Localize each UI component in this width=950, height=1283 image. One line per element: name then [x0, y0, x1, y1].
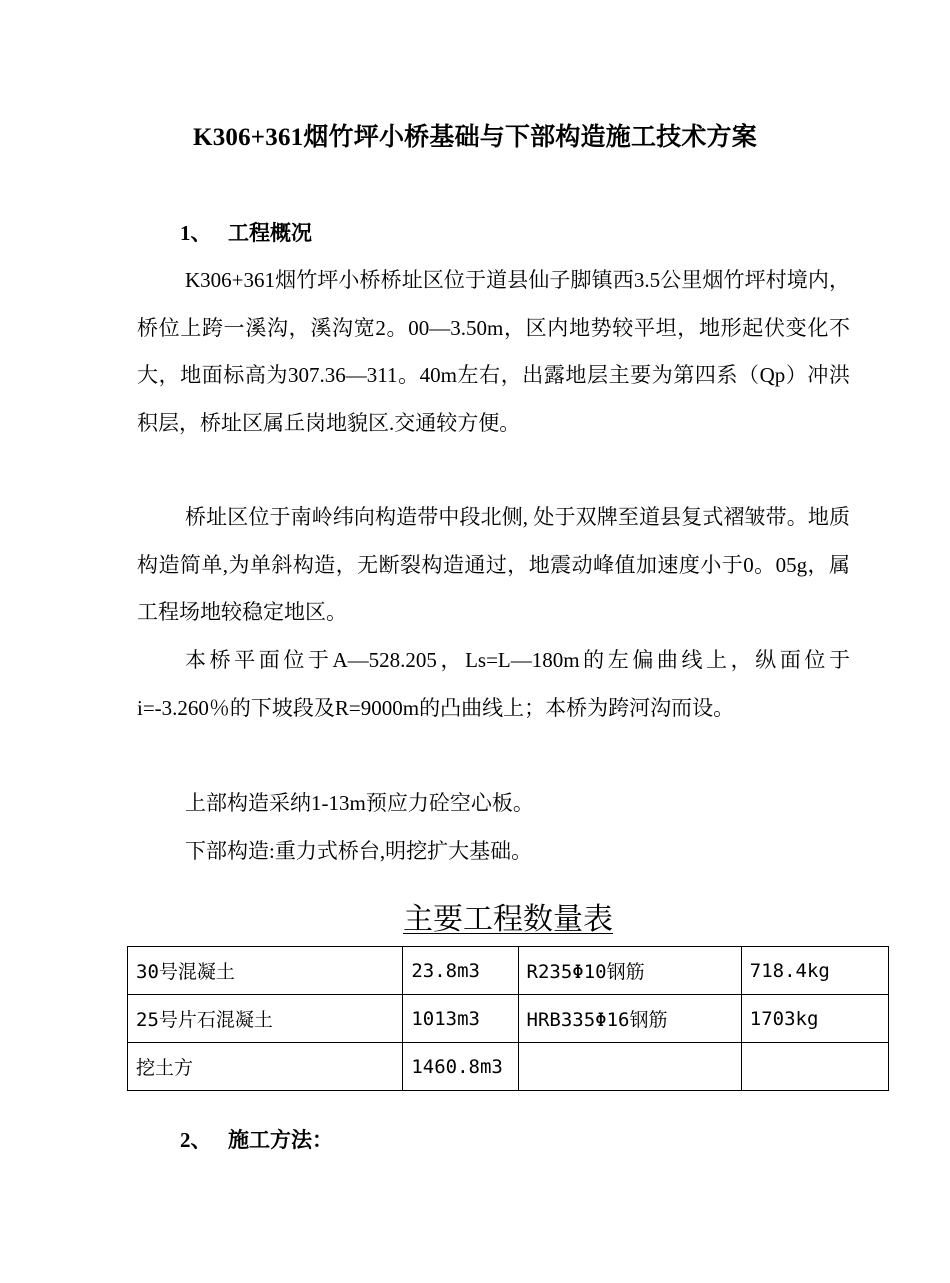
- document-title: K306+361烟竹坪小桥基础与下部构造施工技术方案: [193, 124, 757, 151]
- table-cell: R235Φ10钢筋: [518, 947, 741, 995]
- table-cell: 30号混凝土: [128, 947, 403, 995]
- paragraph-geology: 桥址区位于南岭纬向构造带中段北侧, 处于双牌至道县复式褶皱带。地质构造简单,为单斜构造，无断裂构造通过，地震动峰值加速度小于0。05g，属工程场地较稳定地区。: [137, 505, 850, 624]
- table-row: [128, 947, 889, 995]
- table-cell: 25号片石混凝土: [128, 995, 403, 1043]
- section-title: 工程概况: [228, 221, 312, 245]
- quantity-table: [127, 946, 889, 1091]
- table-title: 主要工程数量表: [403, 903, 613, 936]
- section-heading-overview: [180, 218, 312, 248]
- table-cell: [518, 1043, 741, 1091]
- paragraph-superstructure: 上部构造采纳1-13m预应力砼空心板。: [185, 791, 534, 815]
- table-cell: 挖土方: [128, 1043, 403, 1091]
- section-heading-methods: [180, 1125, 333, 1155]
- table-cell: 1703kg: [741, 995, 888, 1043]
- section-number: 2、: [180, 1128, 212, 1152]
- table-cell: [741, 1043, 888, 1091]
- table-cell: 23.8m3: [403, 947, 518, 995]
- section-title: 施工方法：: [228, 1128, 333, 1152]
- table-cell: 1460.8m3: [403, 1043, 518, 1091]
- table-cell: HRB335Φ16钢筋: [518, 995, 741, 1043]
- table-cell: 1013m3: [403, 995, 518, 1043]
- paragraph-substructure: 下部构造:重力式桥台,明挖扩大基础。: [185, 839, 533, 863]
- paragraph-alignment: 本桥平面位于A—528.205，Ls=L—180m的左偏曲线上，纵面位于i=-3.260％的下坡段及R=9000m的凸曲线上；本桥为跨河沟而设。: [137, 648, 850, 720]
- section-number: 1、: [180, 221, 212, 245]
- table-cell: 718.4kg: [741, 947, 888, 995]
- table-row: [128, 1043, 889, 1091]
- table-row: [128, 995, 889, 1043]
- paragraph-site-location: K306+361烟竹坪小桥桥址区位于道县仙子脚镇西3.5公里烟竹坪村境内，桥位上跨一溪沟，溪沟宽2。00—3.50m，区内地势较平坦，地形起伏变化不大，地面标高为307.36—311。40m左右，出露地层主要为第四系（Qp）冲洪积层，桥址区属丘岗地貌区.交通较方便。: [137, 268, 850, 435]
